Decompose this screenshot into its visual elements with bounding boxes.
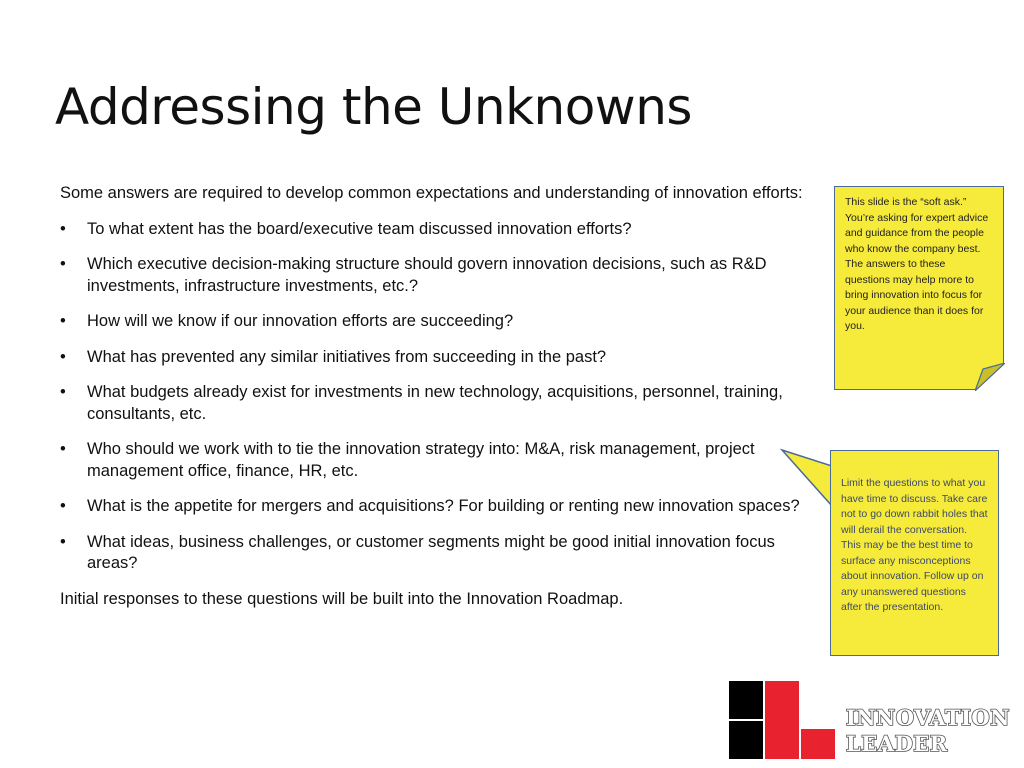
list-item bbox=[60, 532, 805, 575]
list-item bbox=[60, 219, 805, 241]
callout-note-text: Limit the questions to what you have time to discuss. Take care not to go down rabbit holes that will derail the conversation. This may be the best time to surface any misconceptions about innovation. Follow up on any unanswered questions after the presentation. bbox=[841, 477, 988, 613]
bullet-text: Which executive decision-making structure should govern innovation decisions, such as R&D investments, infrastructure investments, etc.? bbox=[87, 255, 767, 295]
question-list bbox=[60, 219, 805, 575]
logo-line-2: LEADER bbox=[846, 731, 948, 756]
bullet-icon: • bbox=[60, 312, 66, 330]
bullet-icon: • bbox=[60, 255, 66, 273]
closing-text: Initial responses to these questions will be built into the Innovation Roadmap. bbox=[60, 589, 624, 608]
sticky-note-soft-ask bbox=[834, 186, 1004, 390]
bullet-text: To what extent has the board/executive team discussed innovation efforts? bbox=[87, 219, 632, 238]
slide-title: Addressing the Unknowns bbox=[55, 78, 692, 136]
bullet-text: What is the appetite for mergers and acquisitions? For building or renting new innovation spaces? bbox=[87, 497, 800, 515]
bullet-icon: • bbox=[60, 532, 66, 551]
callout-pointer-icon bbox=[780, 448, 834, 512]
list-item bbox=[60, 311, 805, 333]
bullet-text: What ideas, business challenges, or customer segments might be good initial innovation focus areas? bbox=[87, 532, 775, 572]
bullet-text: What has prevented any similar initiatives from succeeding in the past? bbox=[87, 347, 607, 366]
innovation-leader-logo-text bbox=[846, 705, 1010, 757]
innovation-leader-logo-mark bbox=[729, 681, 839, 759]
list-item bbox=[60, 382, 805, 425]
bullet-icon: • bbox=[60, 497, 66, 515]
list-item bbox=[60, 439, 805, 482]
bullet-text: What budgets already exist for investments in new technology, acquisitions, personnel, training, consultants, etc. bbox=[87, 383, 783, 423]
sticky-note-text: This slide is the “soft ask.” You’re asking for expert advice and guidance from the people who know the company best. The answers to these questions may help more to bring innovation into focus for your audience than it does for you. bbox=[845, 196, 989, 332]
list-item bbox=[60, 254, 805, 297]
list-item bbox=[60, 496, 805, 518]
bullet-icon: • bbox=[60, 383, 66, 401]
bullet-icon: • bbox=[60, 347, 66, 366]
bullet-text: How will we know if our innovation efforts are succeeding? bbox=[87, 312, 514, 330]
list-item bbox=[60, 347, 805, 369]
page-fold-icon bbox=[975, 363, 1005, 391]
bullet-text: Who should we work with to tie the innovation strategy into: M&A, risk management, project management office, finance, HR, etc. bbox=[87, 440, 755, 480]
bullet-icon: • bbox=[60, 440, 66, 458]
logo-line-1: INNOVATION bbox=[846, 705, 1010, 730]
intro-text: Some answers are required to develop common expectations and understanding of innovation efforts: bbox=[60, 184, 803, 202]
bullet-icon: • bbox=[60, 219, 66, 238]
slide-body bbox=[60, 183, 805, 610]
callout-note-limit-questions bbox=[830, 450, 999, 656]
